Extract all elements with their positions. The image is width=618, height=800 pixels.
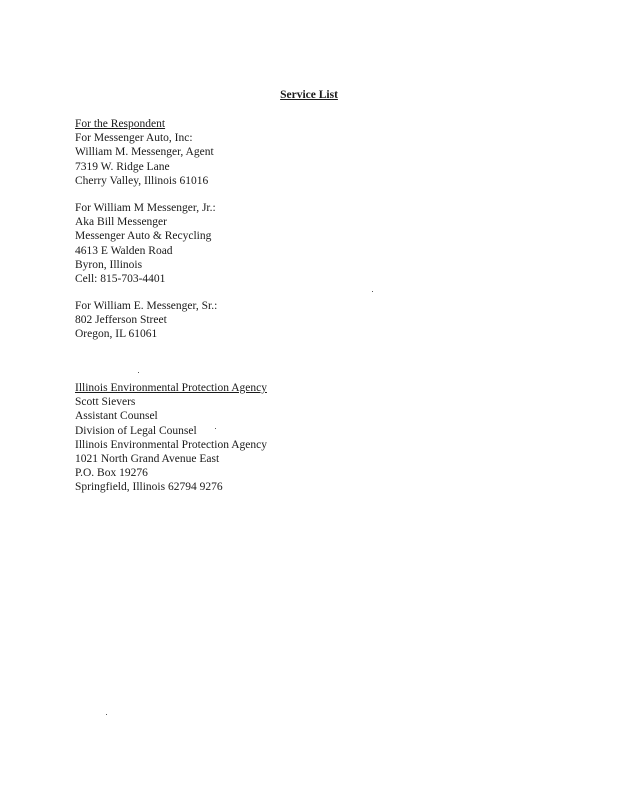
address-line: Illinois Environmental Protection Agency [75,438,267,451]
junior-address-block [75,201,216,286]
scan-speck [106,714,107,715]
address-line: 7319 W. Ridge Lane [75,160,170,173]
address-line: 4613 E Walden Road [75,244,173,257]
address-line: 802 Jefferson Street [75,314,167,327]
address-line: For William E. Messenger, Sr.: [75,300,218,312]
respondent-address-block [75,117,214,188]
address-line: Division of Legal Counsel [75,424,197,437]
address-line: For Messenger Auto, Inc: [75,132,193,145]
epa-heading: Illinois Environmental Protection Agency [75,382,267,394]
epa-address-block [75,381,267,495]
scan-speck [215,428,216,429]
senior-address-block [75,299,217,342]
address-line: For William M Messenger, Jr.: [75,202,216,214]
scan-speck [138,372,139,373]
page-title: Service List [280,89,338,101]
address-line: Cherry Valley, Illinois 61016 [75,174,209,187]
phone-line: Cell: 815-703-4401 [75,273,166,286]
address-line: Oregon, IL 61061 [75,328,158,341]
address-line: P.O. Box 19276 [75,467,148,480]
address-line: 1021 North Grand Avenue East [75,453,220,466]
address-line: Springfield, Illinois 62794 9276 [75,481,223,494]
respondent-heading: For the Respondent [75,118,166,130]
address-line: Messenger Auto & Recycling [75,230,212,243]
address-line: Assistant Counsel [75,410,158,423]
address-line: Aka Bill Messenger [75,216,167,229]
scan-speck [372,291,373,292]
address-line: Byron, Illinois [75,258,143,271]
address-line: William M. Messenger, Agent [75,146,214,159]
address-line: Scott Sievers [75,396,136,409]
